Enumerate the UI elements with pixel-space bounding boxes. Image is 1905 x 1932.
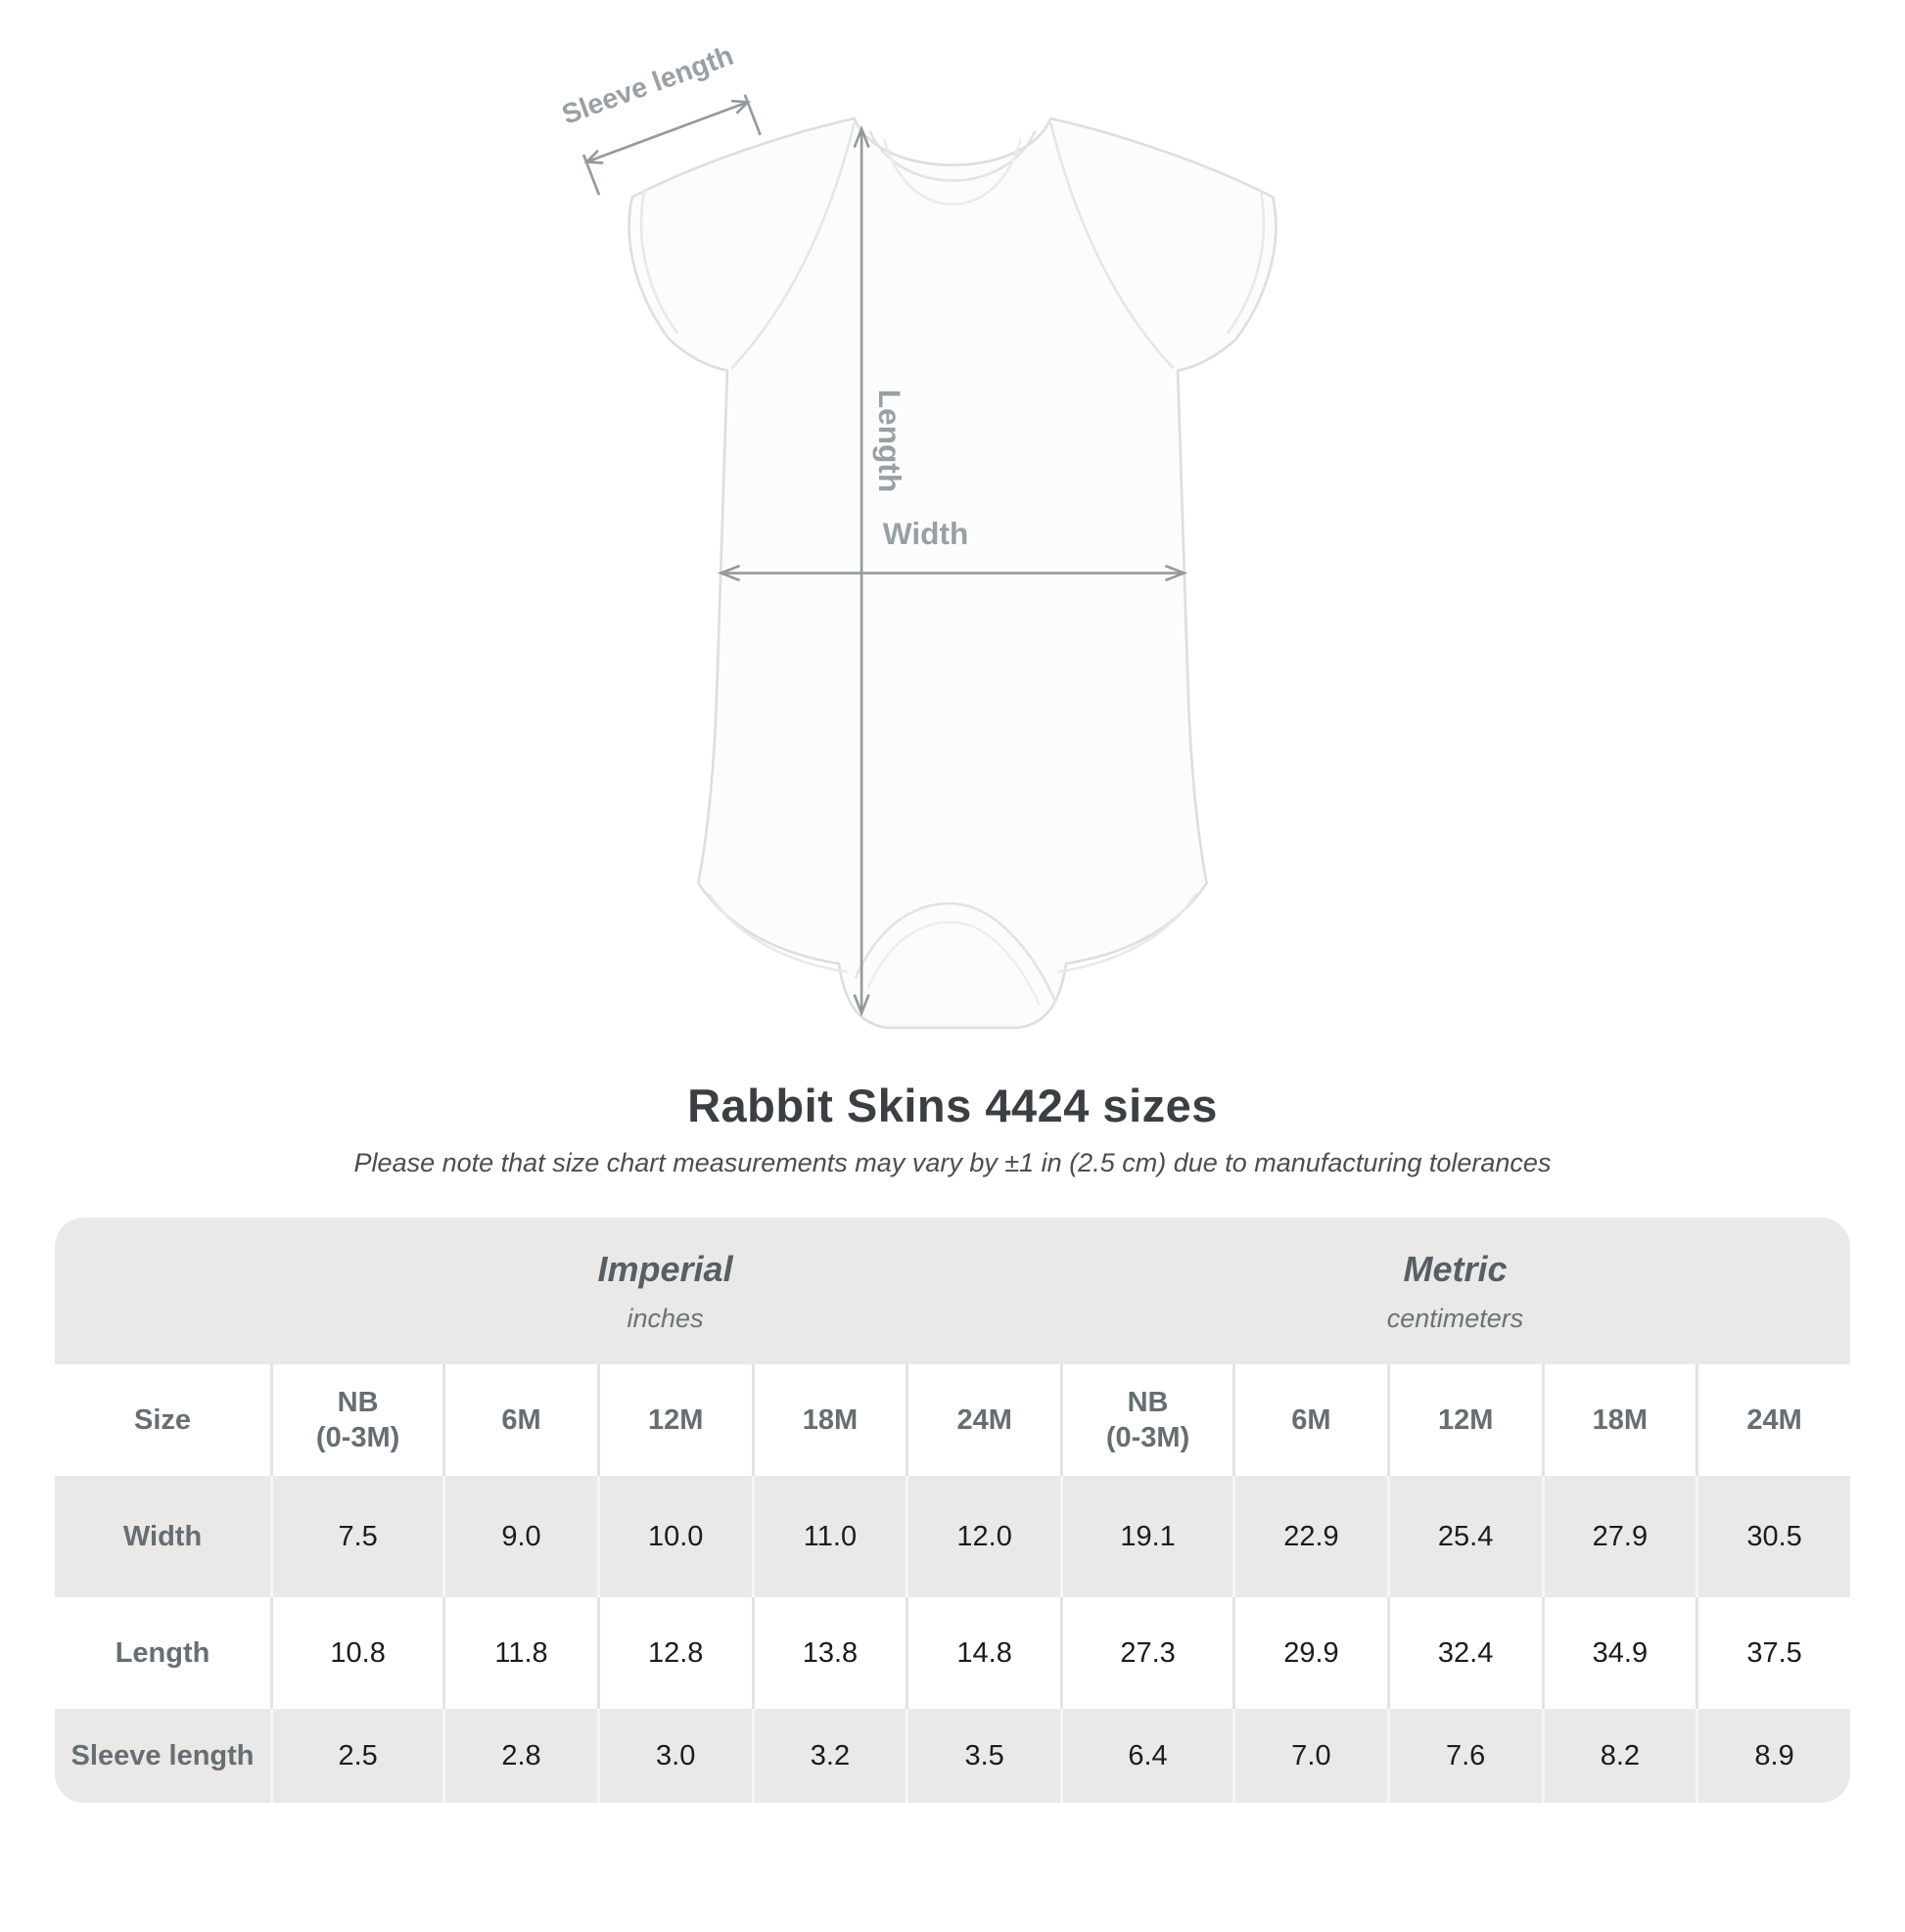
table-value: 2.8 bbox=[442, 1709, 597, 1803]
table-row-sleeve-length bbox=[55, 1709, 1850, 1803]
table-value: 11.8 bbox=[442, 1597, 597, 1709]
column-header: 6M bbox=[1232, 1364, 1387, 1476]
column-header: 24M bbox=[906, 1364, 1060, 1476]
table-value: 22.9 bbox=[1232, 1476, 1387, 1597]
table-value: 13.8 bbox=[752, 1597, 906, 1709]
row-label: Width bbox=[122, 1520, 203, 1552]
metric-group-header bbox=[1060, 1218, 1850, 1364]
column-header: 12M bbox=[1387, 1364, 1542, 1476]
table-value: 10.8 bbox=[270, 1597, 442, 1709]
column-header: NB (0-3M) bbox=[270, 1364, 442, 1476]
table-value: 9.0 bbox=[442, 1476, 597, 1597]
table-value: 19.1 bbox=[1060, 1476, 1232, 1597]
imperial-group-unit: inches bbox=[627, 1303, 704, 1333]
metric-group-title: Metric bbox=[1403, 1248, 1508, 1289]
bodysuit-illustration bbox=[488, 27, 1417, 1061]
table-value: 3.0 bbox=[597, 1709, 752, 1803]
table-value: 30.5 bbox=[1696, 1476, 1850, 1597]
column-header-row bbox=[55, 1364, 1850, 1476]
table-value: 37.5 bbox=[1696, 1597, 1850, 1709]
table-value: 11.0 bbox=[752, 1476, 906, 1597]
table-value: 8.2 bbox=[1542, 1709, 1696, 1803]
table-value: 2.5 bbox=[270, 1709, 442, 1803]
group-spacer bbox=[55, 1218, 270, 1364]
table-value: 3.2 bbox=[752, 1709, 906, 1803]
table-value: 10.0 bbox=[597, 1476, 752, 1597]
imperial-group-title: Imperial bbox=[597, 1248, 733, 1289]
table-value: 12.0 bbox=[906, 1476, 1060, 1597]
unit-group-row bbox=[55, 1218, 1850, 1364]
table-value: 34.9 bbox=[1542, 1597, 1696, 1709]
table-value: 32.4 bbox=[1387, 1597, 1542, 1709]
row-label: Length bbox=[115, 1636, 210, 1669]
column-header: 6M bbox=[442, 1364, 597, 1476]
bodysuit-size-diagram bbox=[488, 27, 1417, 1061]
table-value: 25.4 bbox=[1387, 1476, 1542, 1597]
table-value: 29.9 bbox=[1232, 1597, 1387, 1709]
sleeve-length-label: Sleeve length bbox=[557, 39, 738, 131]
page-title: Rabbit Skins 4424 sizes bbox=[687, 1080, 1218, 1131]
column-header: 24M bbox=[1696, 1364, 1850, 1476]
table-value: 7.0 bbox=[1232, 1709, 1387, 1803]
row-label: Sleeve length bbox=[70, 1739, 255, 1771]
size-chart-table bbox=[55, 1218, 1850, 1803]
table-value: 8.9 bbox=[1696, 1709, 1850, 1803]
metric-group-unit: centimeters bbox=[1386, 1303, 1524, 1333]
table-row-width bbox=[55, 1476, 1850, 1597]
table-value: 14.8 bbox=[906, 1597, 1060, 1709]
table-value: 3.5 bbox=[906, 1709, 1060, 1803]
table-value: 27.9 bbox=[1542, 1476, 1696, 1597]
table-value: 7.6 bbox=[1387, 1709, 1542, 1803]
imperial-group-header bbox=[270, 1218, 1060, 1364]
table-value: 27.3 bbox=[1060, 1597, 1232, 1709]
length-label: Length bbox=[872, 389, 908, 493]
table-value: 7.5 bbox=[270, 1476, 442, 1597]
column-header: 12M bbox=[597, 1364, 752, 1476]
column-header: 18M bbox=[752, 1364, 906, 1476]
table-row-length bbox=[55, 1597, 1850, 1709]
tolerance-note: Please note that size chart measurements may vary by ±1 in (2.5 cm) due to manufacturing tolerances bbox=[353, 1148, 1552, 1177]
width-label: Width bbox=[882, 516, 969, 551]
column-header: 18M bbox=[1542, 1364, 1696, 1476]
size-column-header: Size bbox=[134, 1403, 192, 1436]
table-value: 6.4 bbox=[1060, 1709, 1232, 1803]
column-header: NB (0-3M) bbox=[1060, 1364, 1232, 1476]
table-value: 12.8 bbox=[597, 1597, 752, 1709]
